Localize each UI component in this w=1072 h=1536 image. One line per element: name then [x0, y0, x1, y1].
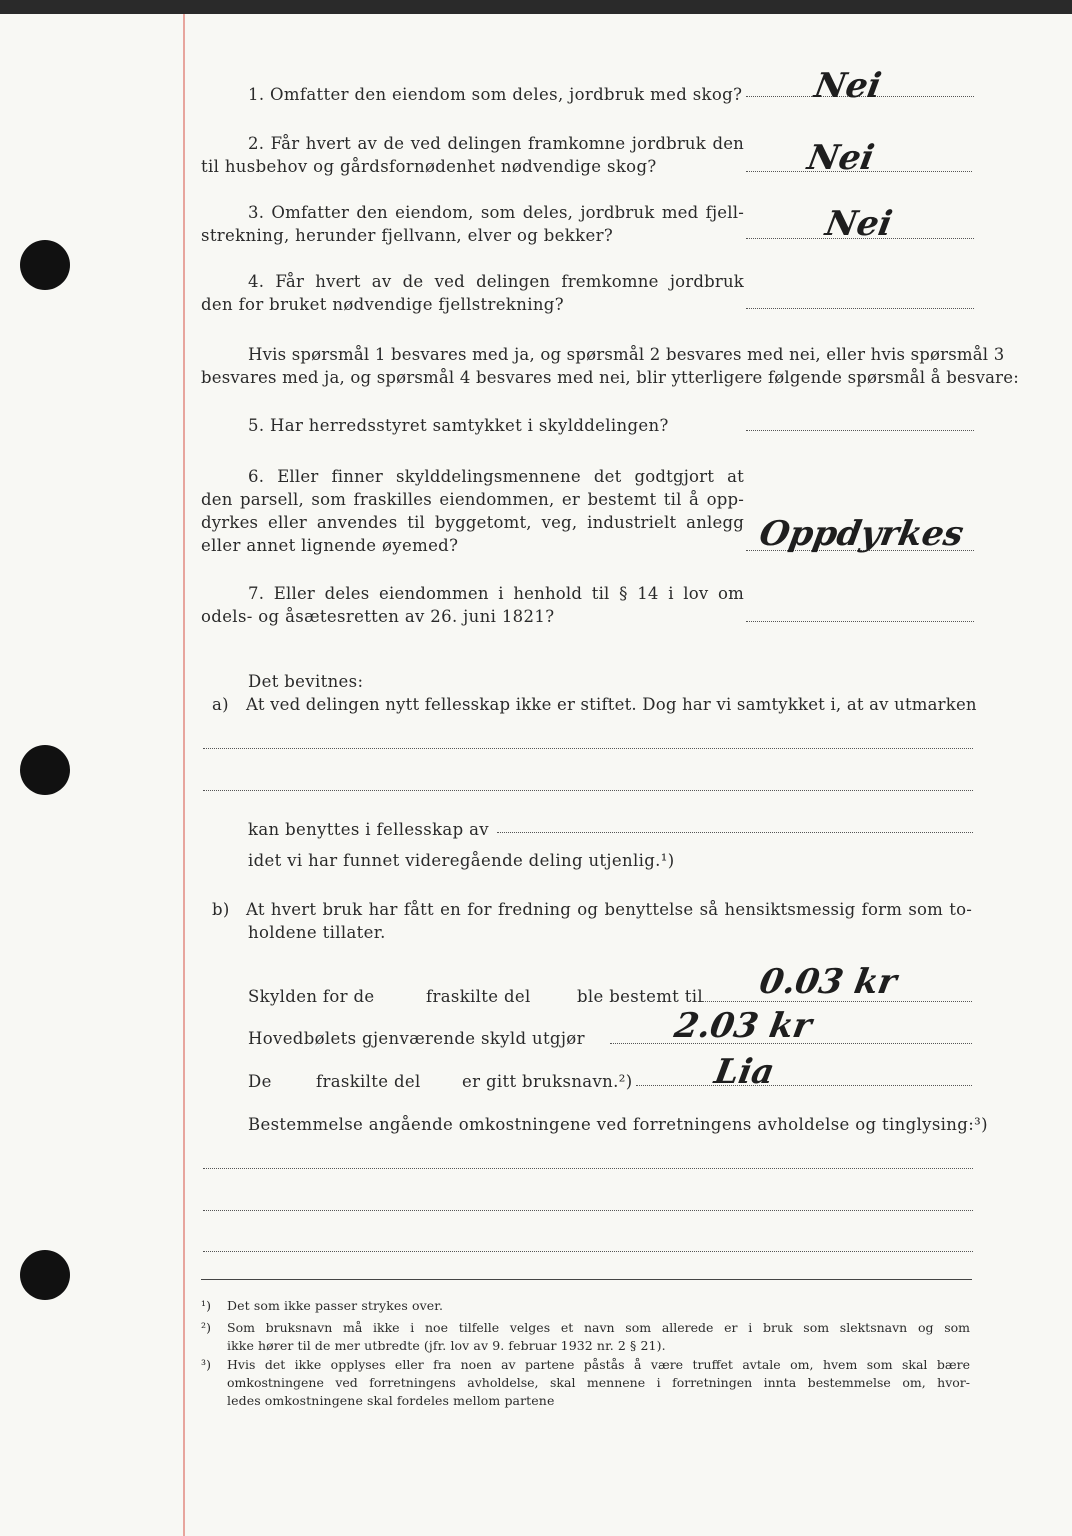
remaining-label: Hovedbølets gjenværende skyld utgjør	[248, 1029, 585, 1048]
footnote-3-line-3: ledes omkostningene skal fordeles mellom partene	[227, 1393, 555, 1408]
fill-line-a-1	[203, 748, 973, 749]
answer-line-q5	[746, 430, 974, 431]
footnote-3-mark: ³)	[201, 1357, 212, 1372]
question-6-line-3: dyrkes eller anvendes til byggetomt, veg, industrielt anlegg	[201, 513, 744, 532]
fill-line-a-2	[203, 790, 973, 791]
skyld-label-1: Skylden for de	[248, 987, 375, 1006]
footnote-2-line-2: ikke hører til de mer utbredte (jfr. lov av 9. februar 1932 nr. 2 § 21).	[227, 1338, 666, 1353]
certification-heading: Det bevitnes:	[248, 672, 364, 691]
punch-hole-top	[20, 240, 70, 290]
margin-line	[183, 14, 185, 1536]
name-label-2: fraskilte del	[316, 1072, 421, 1091]
name-label-3: er gitt bruksnavn.²)	[462, 1072, 633, 1091]
punch-hole-middle	[20, 745, 70, 795]
skyld-label-2: fraskilte del	[426, 987, 531, 1006]
fill-line-costs-3	[203, 1251, 973, 1252]
answer-q2: Nei	[804, 138, 878, 178]
question-3-line-2: strekning, herunder fjellvann, elver og bekker?	[201, 226, 614, 245]
name-label-1: De	[248, 1072, 272, 1091]
question-6-line-2: den parsell, som fraskilles eiendommen, er bestemt til å opp-	[201, 490, 744, 509]
conditional-text-line-1: Hvis spørsmål 1 besvares med ja, og spørsmål 2 besvares med nei, eller hvis spørsmål 3	[248, 345, 1005, 364]
footnote-2-mark: ²)	[201, 1320, 212, 1335]
certification-b-line-1: At hvert bruk har fått en for fredning og benyttelse så hensiktsmessig form som to-	[246, 900, 972, 919]
certification-b-label: b)	[212, 900, 230, 919]
skyld-label-3: ble bestemt til	[577, 987, 703, 1006]
costs-label: Bestemmelse angående omkostningene ved forretningens avholdelse og tinglysing:³)	[248, 1115, 988, 1134]
question-4-line-1: 4. Får hvert av de ved delingen fremkomne jordbruk	[248, 272, 744, 291]
skyld-value: 0.03 kr	[756, 962, 900, 1002]
question-4-line-2: den for bruket nødvendige fjellstrekning?	[201, 295, 564, 314]
question-6-line-4: eller annet lignende øyemed?	[201, 536, 459, 555]
scan-top-edge	[0, 0, 1072, 14]
certification-a-text: At ved delingen nytt fellesskap ikke er stiftet. Dog har vi samtykket i, at av utmarken	[246, 695, 977, 714]
answer-line-q7	[746, 621, 974, 622]
footnote-1-line-1: Det som ikke passer strykes over.	[227, 1298, 444, 1313]
question-2-line-2: til husbehov og gårdsfornødenhet nødvendige skog?	[201, 157, 657, 176]
answer-q3: Nei	[822, 204, 896, 244]
fill-line-costs-2	[203, 1210, 973, 1211]
name-value: Lia	[711, 1052, 778, 1092]
question-2-line-1: 2. Får hvert av de ved delingen framkomne jordbruk den	[248, 134, 744, 153]
footnote-separator	[201, 1279, 972, 1280]
punch-hole-bottom	[20, 1250, 70, 1300]
footnote-1-mark: ¹)	[201, 1298, 212, 1313]
certification-a-reason: idet vi har funnet videregående deling utjenlig.¹)	[248, 851, 675, 870]
remaining-value: 2.03 kr	[671, 1006, 815, 1046]
certification-b-line-2: holdene tillater.	[248, 923, 386, 942]
fill-line-costs-1	[203, 1168, 973, 1169]
question-6-line-1: 6. Eller finner skylddelingsmennene det godtgjort at	[248, 467, 744, 486]
name-value-line	[636, 1085, 972, 1086]
answer-q6: Oppdyrkes	[756, 514, 967, 554]
question-5-line-1: 5. Har herredsstyret samtykket i skylddelingen?	[248, 416, 669, 435]
question-7-line-2: odels- og åsætesretten av 26. juni 1821?	[201, 607, 555, 626]
footnote-3-line-1: Hvis det ikke opplyses eller fra noen av partene påstås å være truffet avtale om, hvem som skal bære	[227, 1357, 970, 1372]
footnote-2-line-1: Som bruksnavn må ikke i noe tilfelle velges et navn som allerede er i bruk som slektsnavn og som	[227, 1320, 970, 1335]
answer-line-q4	[746, 308, 974, 309]
conditional-text-line-2: besvares med ja, og spørsmål 4 besvares med nei, blir ytterligere følgende spørsmål å besvare:	[201, 368, 1019, 387]
question-3-line-1: 3. Omfatter den eiendom, som deles, jordbruk med fjell-	[248, 203, 744, 222]
answer-q1: Nei	[811, 66, 885, 106]
footnote-3-line-2: omkostningene ved forretningens avholdelse, skal mennene i forretningen innta bestemmelse om, hvor-	[227, 1375, 970, 1390]
fill-line-common-use	[497, 832, 973, 833]
certification-a-common-use: kan benyttes i fellesskap av	[248, 820, 489, 839]
certification-a-label: a)	[212, 695, 229, 714]
question-7-line-1: 7. Eller deles eiendommen i henhold til § 14 i lov om	[248, 584, 744, 603]
question-1-line-1: 1. Omfatter den eiendom som deles, jordbruk med skog?	[248, 85, 743, 104]
